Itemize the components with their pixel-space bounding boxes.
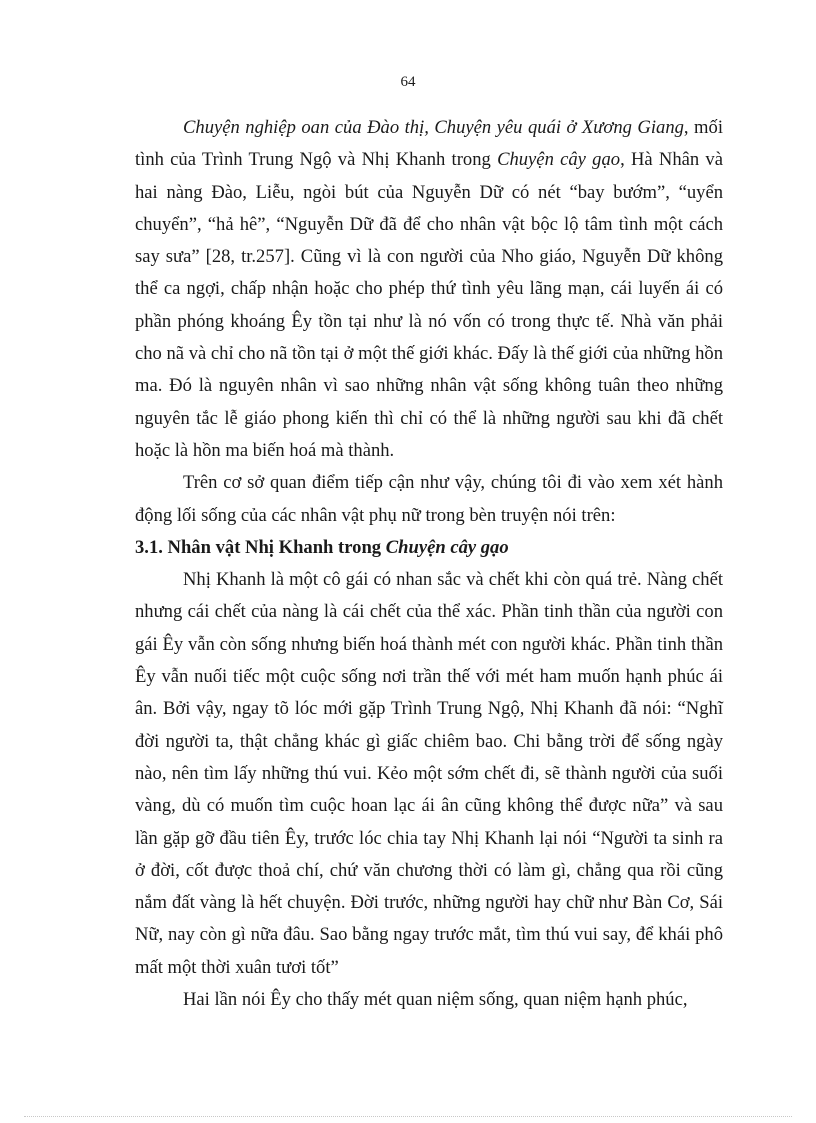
work-title: Chuyện yêu quái ở Xương Giang: [434, 117, 684, 138]
section-heading: [135, 532, 723, 564]
page-bottom-divider: [24, 1116, 792, 1117]
paragraph-4: Hai lần nói Êy cho thấy mét quan niệm sống, quan niệm hạnh phúc,: [183, 989, 688, 1011]
paragraph-3: Nhị Khanh là một cô gái có nhan sắc và chết khi còn quá trẻ. Nàng chết nhưng cái chết của nàng là cái chết của thể xác. Phần tinh thần của người con gái Êy vẫn còn sống nhưng biến hoá thành mét con người khác. Phần tinh thần Êy vẫn nuối tiếc một cuộc sống nơi trần thế với mét ham muốn hạnh phúc ái ân. Bởi vậy, ngay tõ lóc mới gặp Trình Trung Ngộ, Nhị Khanh đã nói: “Nghĩ đời người ta, thật chẳng khác gì giấc chiêm bao. Chi bằng trời để sống ngày nào, nên tìm lấy những thú vui. Kẻo một sớm chết đi, sẽ thành người của suối vàng, dù có muốn tìm cuộc hoan lạc ái ân cũng không thể được nữa” và sau lần gặp gỡ đầu tiên Êy, trước lóc chia tay Nhị Khanh lại nói “Người ta sinh ra ở đời, cốt được thoả chí, chứ văn chương thời có làm gì, chẳng qua rồi cũng nắm đất vàng là hết chuyện. Đời trước, những người hay chữ như Bàn Cơ, Sái Nữ, nay còn gì nữa đâu. Sao bằng ngay trước mắt, tìm thú vui say, để khái phô mất một thời xuân tươi tốt”: [135, 569, 723, 978]
separator-text: ,: [424, 117, 435, 138]
paragraph-1: [135, 112, 723, 467]
page-number: 64: [400, 74, 416, 90]
body-text: , Hà Nhân và hai nàng Đào, Liễu, ngòi bút của Nguyễn Dữ có nét “bay bướm”, “uyển chuyển”, “hả hê”, “Nguyễn Dữ đã để cho nhân vật bộc lộ tâm tình một cách say sưa” [28, tr.257]. Cũng vì là con người của Nho giáo, Nguyễn Dữ không thể ca ngợi, chấp nhận hoặc cho phép thứ tình yêu lãng mạn, cái luyến ái có phần phóng khoáng Êy tồn tại như là nó vốn có trong thực tế. Nhà văn phải cho nã và chỉ cho nã tồn tại ở một thế giới khác. Đấy là thế giới của những hồn ma. Đó là nguyên nhân vì sao những nhân vật sống không tuân theo những nguyên tắc lễ giáo phong kiến thì chỉ có thể là những người sau khi đã chết hoặc là hồn ma biến hoá mà thành.: [135, 149, 723, 461]
paragraph-2: Trên cơ sở quan điểm tiếp cận như vậy, chúng tôi đi vào xem xét hành động lối sống của các nhân vật phụ nữ trong bèn truyện nói trên:: [135, 472, 723, 526]
body-text: , mối tình của Trình Trung Ngộ và Nhị Khanh trong: [135, 117, 723, 171]
document-body: [135, 112, 723, 1016]
work-title: Chuyện cây gạo: [497, 149, 621, 171]
section-heading-title: Chuyện cây gạo: [385, 536, 509, 558]
work-title: Chuyện nghiệp oan của Đào thị: [183, 117, 425, 138]
section-heading-prefix: 3.1. Nhân vật Nhị Khanh trong: [135, 536, 386, 558]
